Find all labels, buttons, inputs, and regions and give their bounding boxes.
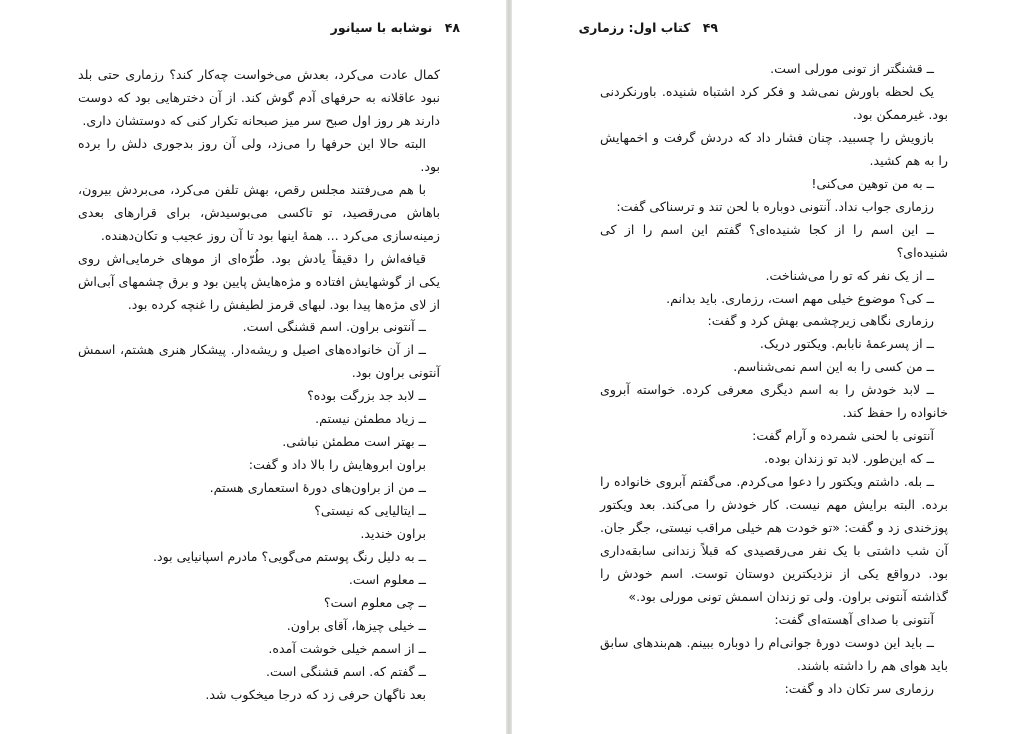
dialogue-line: ــ که این‌طور. لابد تو زندان بوده. <box>764 451 934 467</box>
paragraph: براون خندید. <box>360 526 426 542</box>
dialogue-line: ــ معلوم است. <box>348 571 426 587</box>
dialogue-line: ــ این اسم را از کجا شنیده‌ای؟ گفتم این اسم را از کی شنیده‌ای؟ <box>600 221 948 260</box>
dialogue-line: ــ به من توهین می‌کنی! <box>811 175 934 191</box>
right-page-body <box>600 58 948 701</box>
dialogue-line: ــ آنتونی براون. اسم قشنگی است. <box>242 319 426 335</box>
right-page-header <box>578 20 718 42</box>
dialogue-line: ــ کی؟ موضوع خیلی مهم است، رزماری. باید بدانم. <box>666 290 934 306</box>
dialogue-line: ــ زیاد مطمئن نیستم. <box>315 411 426 427</box>
dialogue-line: ــ از یک نفر که تو را می‌شناخت. <box>765 267 934 283</box>
right-page <box>512 0 1012 734</box>
dialogue-line: ــ من کسی را به این اسم نمی‌شناسم. <box>733 359 934 375</box>
paragraph: براون ابروهایش را بالا داد و گفت: <box>248 457 426 473</box>
dialogue-line: ــ چی معلوم است؟ <box>323 594 426 610</box>
paragraph: یک لحظه باورش نمی‌شد و فکر کرد اشتباه شنیده. باورنکردنی بود. غیرممکن بود. <box>600 83 948 122</box>
dialogue-line: ــ باید این دوست دورهٔ جوانی‌ام را دوباره ببینم. هم‌بندهای سابق باید هوای هم را داشته باشند. <box>600 634 948 673</box>
paragraph: البته حالا این حرفها را می‌زد، ولی آن روز بدجوری دلش را برده بود. <box>78 135 440 174</box>
left-page-header <box>330 20 460 42</box>
left-page-number: ۴۸ <box>444 20 460 35</box>
paragraph: بعد ناگهان حرفی زد که درجا میخکوب شد. <box>205 686 426 702</box>
right-page-number: ۴۹ <box>702 20 718 35</box>
left-running-title: نوشابه با سیانور <box>330 20 433 35</box>
dialogue-line: ــ من از براون‌های دورهٔ استعماری هستم. <box>209 480 426 496</box>
dialogue-line: ــ به دلیل رنگ پوستم می‌گویی؟ مادرم اسپانیایی بود. <box>152 549 426 565</box>
dialogue-line: ــ لابد جد بزرگت بوده؟ <box>307 388 426 404</box>
dialogue-line: ــ ایتالیایی که نیستی؟ <box>314 503 426 519</box>
left-page-body <box>78 64 440 707</box>
paragraph: آنتونی با صدای آهسته‌ای گفت: <box>774 611 934 627</box>
dialogue-line: ــ از اسمم خیلی خوشت آمده. <box>268 640 426 656</box>
paragraph: بازویش را چسبید. چنان فشار داد که دردش گرفت و اخمهایش را به هم کشید. <box>600 129 948 168</box>
paragraph: رزماری سر تکان داد و گفت: <box>784 680 934 696</box>
dialogue-line: ــ از پسرعمهٔ نابابم. ویکتور دریک. <box>759 336 934 352</box>
paragraph: قیافه‌اش را دقیقاً یادش بود. طُرّه‌ای از موهای خرمایی‌اش روی یکی از گوشهایش افتاده و مژه‌هایش پایین بود و برق چشمهای آبی‌اش از لای مژه‌ها پیدا بود. لبهای قرمز لطیفش را غنچه کرده بود. <box>78 250 440 312</box>
dialogue-line: ــ خیلی چیزها، آقای براون. <box>286 617 426 633</box>
paragraph: با هم می‌رفتند مجلس رقص، بهش تلفن می‌کرد، می‌بردش بیرون، باهاش می‌رقصید، تو تاکسی می‌بوسیدش، برای قرارهای بعدی زمینه‌سازی می‌کرد ... همهٔ اینها بود تا آن روز عجیب و تکان‌دهنده. <box>78 181 440 243</box>
paragraph: کمال عادت می‌کرد، بعدش می‌خواست چه‌کار کند؟ رزماری حتی بلد نبود عاقلانه به حرفهای آدم گوش کند. از آن دخترهایی بود که دوست دارند هر روز اول صبح سر میز صبحانه تکرار کنی که دوستشان داری. <box>78 67 440 128</box>
dialogue-line: ــ بله. داشتم ویکتور را دعوا می‌کردم. می‌گفتم آبروی خانواده را برده. البته برایش مهم نیست. کار خودش را می‌کند. بعد ویکتور پوزخندی زد و گفت: «تو خودت هم خیلی مراقب نیستی، جگر جان. آن شب داشتی با یک نفر می‌رقصیدی که قبلاً زندانی سابقه‌داری بود. درواقع یکی از نزدیکترین دوستان توست. اسم خودش را گذاشته آنتونی براون. ولی تو زندان اسمش تونی مورلی بود.» <box>600 474 948 604</box>
dialogue-line: ــ لابد خودش را به اسم دیگری معرفی کرده. خواسته آبروی خانواده را حفظ کند. <box>600 382 948 421</box>
dialogue-line: ــ بهتر است مطمئن نباشی. <box>282 434 426 450</box>
dialogue-line: ــ قشنگتر از تونی مورلی است. <box>770 61 934 76</box>
dialogue-line: ــ گفتم که. اسم قشنگی است. <box>265 663 426 679</box>
paragraph: آنتونی با لحنی شمرده و آرام گفت: <box>752 428 934 444</box>
paragraph: رزماری نگاهی زیرچشمی بهش کرد و گفت: <box>707 313 934 329</box>
right-running-title: کتاب اول: رزماری <box>578 20 691 35</box>
dialogue-line: ــ از آن خانواده‌های اصیل و ریشه‌دار. پیشکار هنری هشتم، اسمش آنتونی براون بود. <box>78 342 440 381</box>
paragraph: رزماری جواب نداد. آنتونی دوباره با لحن تند و ترسناکی گفت: <box>616 198 934 214</box>
